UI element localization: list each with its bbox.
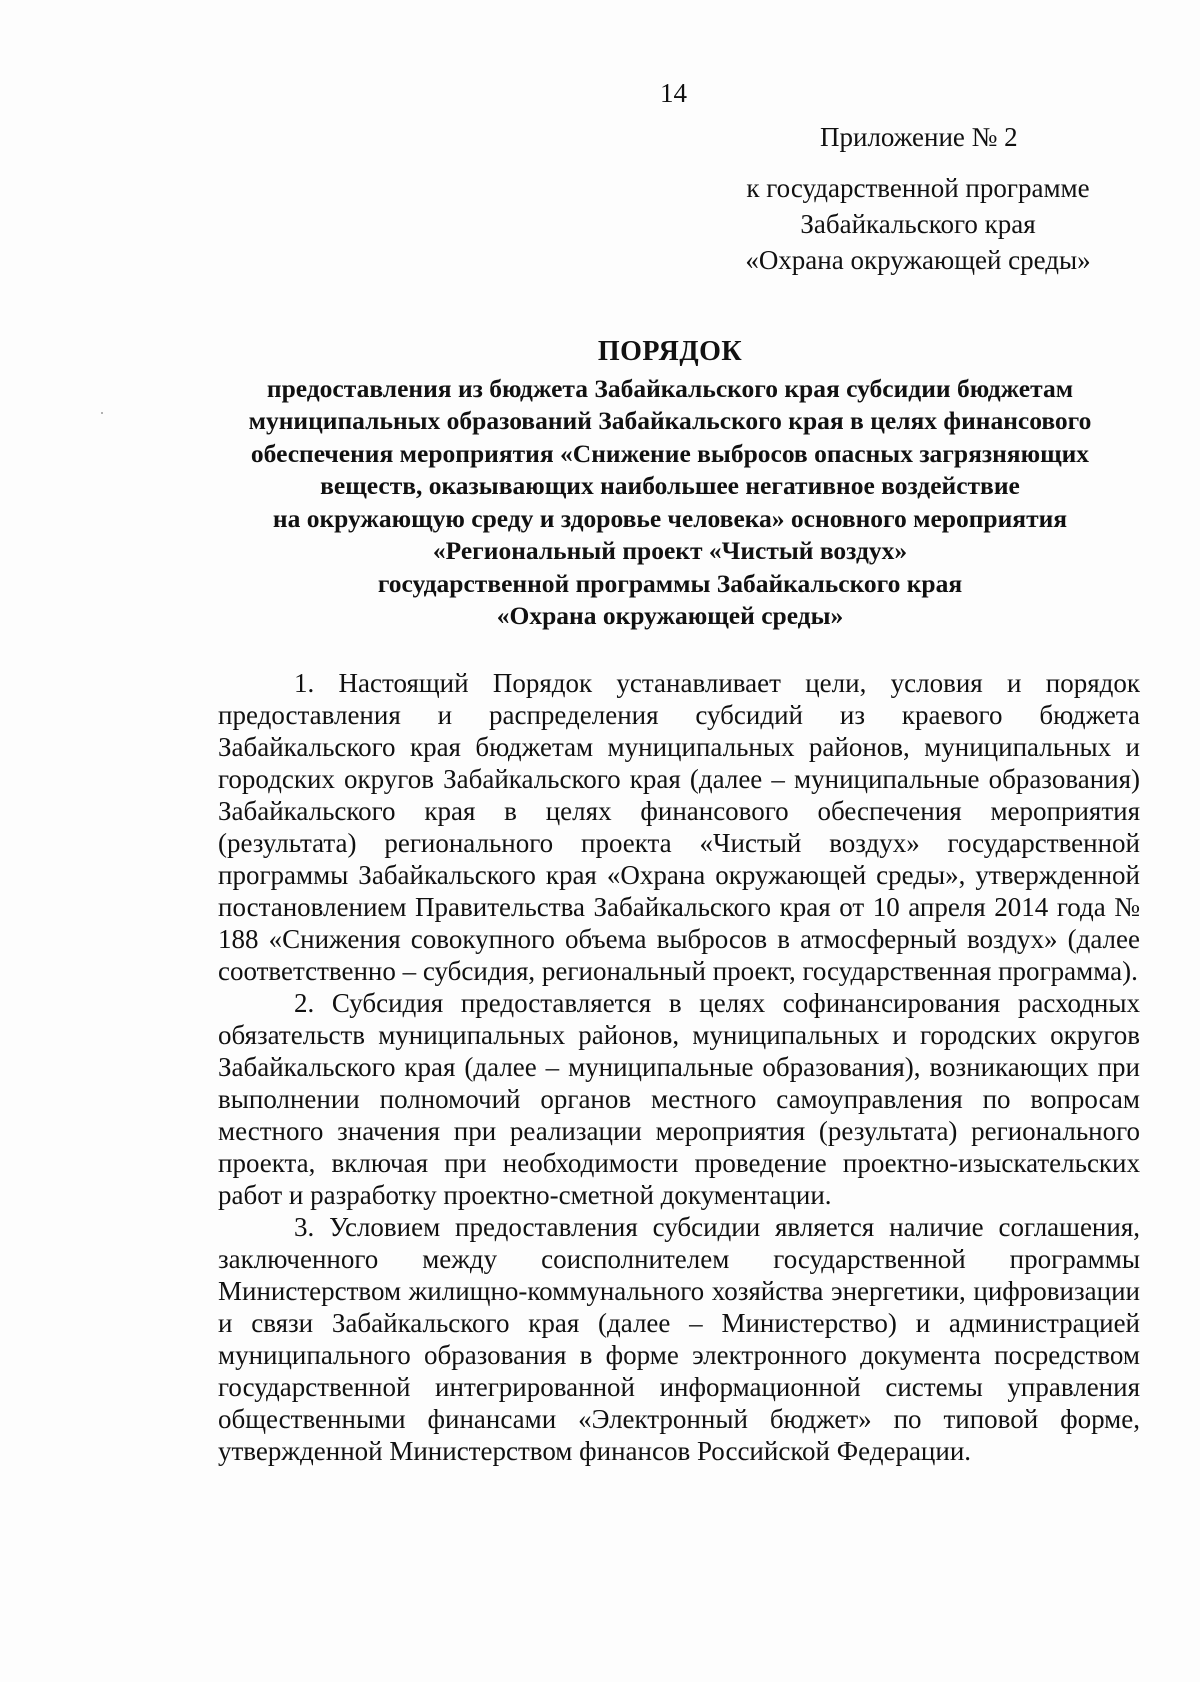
subtitle-line: предоставления из бюджета Забайкальского края субсидии бюджетам bbox=[266, 373, 1074, 403]
appendix-line: к государственной программе bbox=[746, 173, 1090, 203]
subtitle-line: муниципальных образований Забайкальского края в целях финансового bbox=[248, 406, 1092, 435]
paragraph-2: 2. Субсидия предоставляется в целях софинансирования расходных обязательств муниципальных районов, муниципальных и городских округов Забайкальского края (далее – муниципальные образования), возникающих при выполнении полномочий органов местного самоуправления по вопросам местного значения при реализации мероприятия (результата) регионального проекта, включая при необходимости проведение проектно-изыскательских работ и разработку проектно-сметной документации. bbox=[218, 988, 1140, 1210]
subtitle-line: обеспечения мероприятия «Снижение выбросов опасных загрязняющих bbox=[250, 438, 1090, 468]
subtitle-line: государственной программы Забайкальского края bbox=[377, 568, 963, 598]
subtitle-line: на окружающую среду и здоровье человека» основного мероприятия bbox=[272, 503, 1068, 533]
document-heading: ПОРЯДОК bbox=[597, 336, 743, 367]
appendix-line: Забайкальского края bbox=[800, 209, 1036, 239]
subtitle-line: веществ, оказывающих наибольшее негативное воздействие bbox=[320, 471, 1020, 500]
document-title-block bbox=[200, 336, 1140, 633]
paragraph-1: 1. Настоящий Порядок устанавливает цели, условия и порядок предоставления и распределения субсидий из краевого бюджета Забайкальского края бюджетам муниципальных районов, муниципальных и городских округов Забайкальского края (далее – муниципальные образования) Забайкальского края в целях финансового обеспечения мероприятия (результата) регионального проекта «Чистый воздух» государственной программы Забайкальского края «Охрана окружающей среды», утвержденной постановлением Правительства Забайкальского края от 10 апреля 2014 года № 188 «Снижения совокупного объема выбросов в атмосферный воздух» (далее соответственно – субсидия, региональный проект, государственная программа). bbox=[218, 668, 1140, 986]
subtitle-line: «Охрана окружающей среды» bbox=[496, 601, 844, 630]
appendix-title: Приложение № 2 bbox=[820, 122, 1018, 152]
appendix-line: «Охрана окружающей среды» bbox=[745, 245, 1091, 275]
page-number: 14 bbox=[660, 78, 687, 108]
appendix-reference bbox=[718, 170, 1118, 278]
subtitle-line: «Региональный проект «Чистый воздух» bbox=[432, 536, 908, 565]
document-body bbox=[218, 667, 1140, 1467]
scan-speck bbox=[101, 412, 103, 414]
paragraph-3: 3. Условием предоставления субсидии является наличие соглашения, заключенного между соисполнителем государственной программы Министерством жилищно-коммунального хозяйства энергетики, цифровизации и связи Забайкальского края (далее – Министерство) и администрацией муниципального образования в форме электронного документа посредством государственной интегрированной информационной системы управления общественными финансами «Электронный бюджет» по типовой форме, утвержденной Министерством финансов Российской Федерации. bbox=[218, 1212, 1140, 1466]
